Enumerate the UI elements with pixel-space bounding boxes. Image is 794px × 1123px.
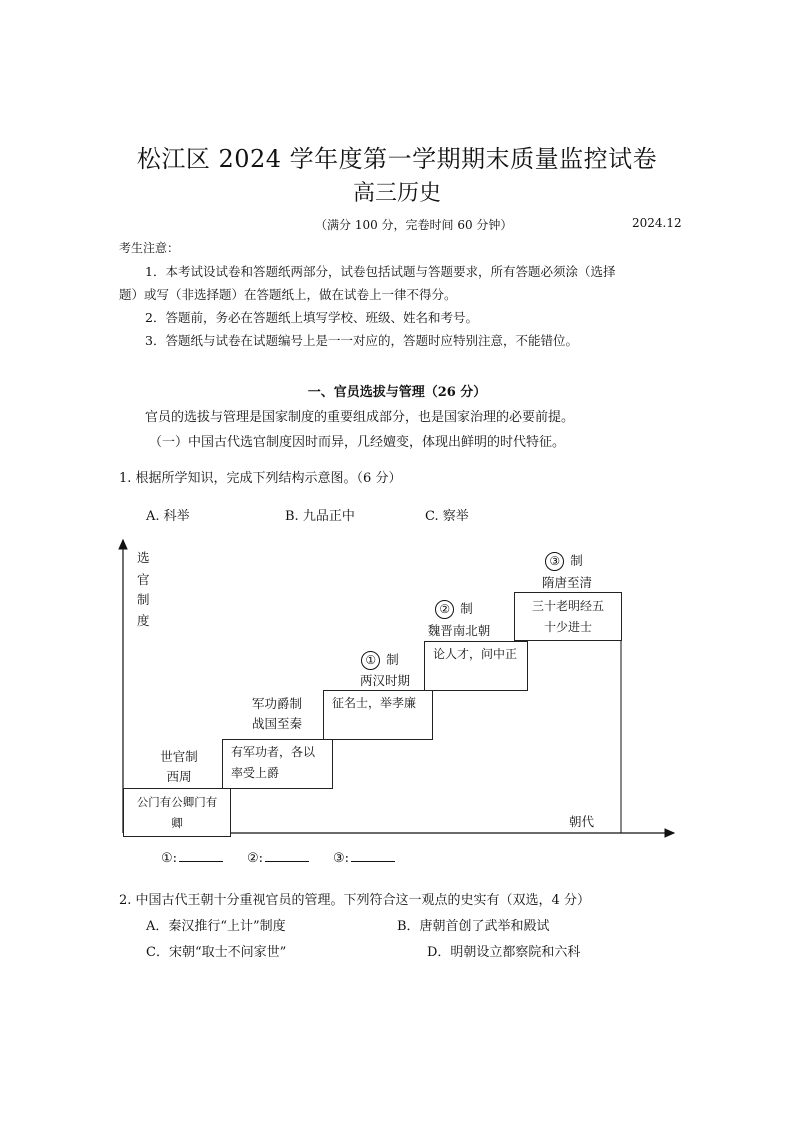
- step-5-era: 隋唐至清: [541, 575, 592, 590]
- q2-option-d[interactable]: D．明朝设立都察院和六科: [427, 945, 581, 960]
- notice-heading: 考生注意：: [119, 241, 180, 255]
- y-axis-label-2: 官: [137, 572, 150, 587]
- step-4-era: 魏晋南北朝: [427, 623, 491, 638]
- step-3-desc: 征名士，举孝廉: [323, 690, 433, 740]
- exam-date: 2024.12: [632, 216, 682, 230]
- y-axis-label-1: 选: [137, 550, 150, 565]
- q2-option-b[interactable]: B．唐朝首创了武举和殿试: [397, 919, 550, 934]
- blank-1-marker: ①: [361, 651, 380, 670]
- notice-item-1: 1．本考试设试卷和答题纸两部分，试卷包括试题与答题要求，所有答题必须涂（选择: [145, 264, 616, 279]
- q2-option-c[interactable]: C．宋朝“取士不问家世”: [146, 945, 287, 960]
- exam-title: 松江区 2024 学年度第一学期期末质量监控试卷: [136, 145, 658, 173]
- question-2: 2. 中国古代王朝十分重视官员的管理。下列符合这一观点的史实有（双选，4 分）: [119, 893, 590, 908]
- step-1-era: 西周: [166, 769, 192, 784]
- section-title: 一、官员选拔与管理（26 分）: [307, 385, 487, 400]
- q1-option-b: B. 九品正中: [285, 509, 355, 524]
- answer-blank-2[interactable]: ②:: [247, 851, 309, 866]
- notice-item-3: 3．答题纸与试卷在试题编号上是一一对应的，答题时应特别注意，不能错位。: [145, 333, 578, 348]
- step-5-name: ③ 制: [534, 551, 594, 571]
- q1-option-c: C. 察举: [425, 509, 469, 524]
- step-3-era: 两汉时期: [359, 673, 410, 688]
- step-5-desc: 三十老明经五十少进士: [514, 592, 622, 641]
- blank-2-marker: ②: [435, 600, 454, 619]
- step-4-name: ② 制: [424, 599, 484, 619]
- step-2-desc: 有军功者，各以率受上爵: [222, 739, 333, 789]
- q2-option-a[interactable]: A．秦汉推行“上计”制度: [146, 919, 286, 934]
- exam-meta: （满分 100 分，完卷时间 60 分钟）: [315, 218, 513, 232]
- step-1-desc: 公门有公卿门有卿: [123, 788, 231, 837]
- answer-blank-3[interactable]: ③:: [333, 851, 395, 866]
- blank-3-marker: ③: [545, 552, 564, 571]
- x-axis-label: 朝代: [569, 814, 595, 829]
- step-1-name: 世官制: [160, 749, 198, 764]
- answer-blank-1[interactable]: ①:: [161, 851, 223, 866]
- section-sub-1: （一）中国古代选官制度因时而异，几经嬗变，体现出鲜明的时代特征。: [149, 435, 566, 450]
- y-axis-label-3: 制: [137, 592, 150, 607]
- notice-item-2: 2．答题前，务必在答题纸上填写学校、班级、姓名和考号。: [145, 310, 478, 325]
- y-axis-label-4: 度: [137, 613, 150, 628]
- step-2-name: 军功爵制: [251, 696, 302, 711]
- question-1: 1. 根据所学知识，完成下列结构示意图。（6 分）: [119, 471, 402, 486]
- step-4-desc: 论人才，问中正: [424, 641, 528, 691]
- step-2-era: 战国至秦: [251, 716, 302, 731]
- step-3-name: ① 制: [350, 650, 410, 670]
- exam-subtitle: 高三历史: [352, 181, 441, 206]
- section-intro: 官员的选拔与管理是国家制度的重要组成部分，也是国家治理的必要前提。: [145, 410, 575, 425]
- notice-item-1-cont: 题）或写（非选择题）在答题纸上，做在试卷上一律不得分。: [119, 287, 457, 302]
- q1-option-a: A. 科举: [146, 509, 190, 524]
